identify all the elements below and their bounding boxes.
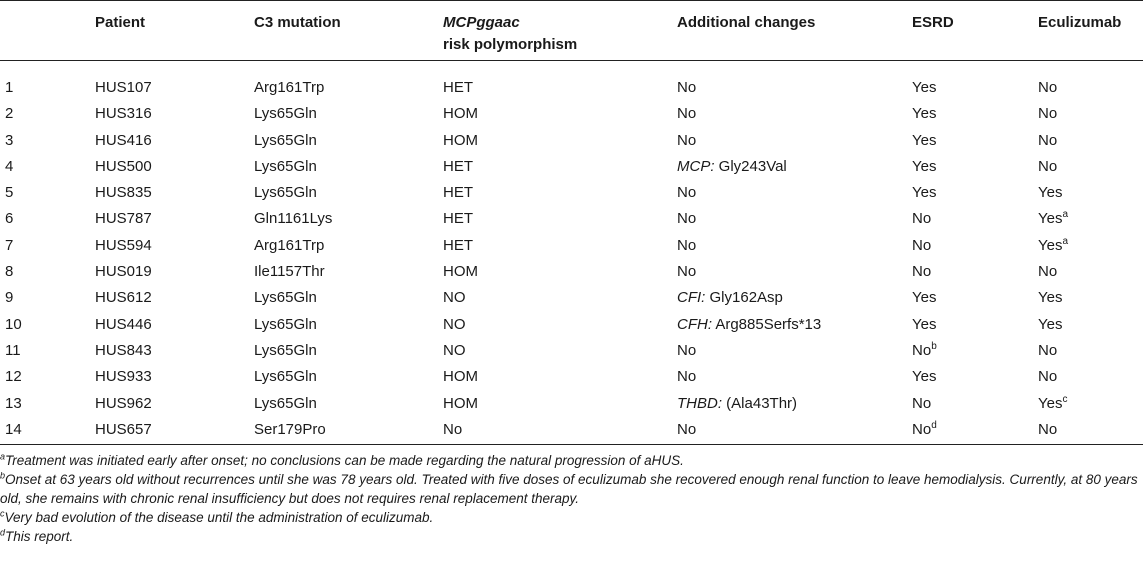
cell-mcp-polymorphism-value: HET — [443, 184, 473, 202]
cell-additional-changes — [677, 285, 783, 311]
cell-patient-value: HUS107 — [95, 79, 152, 96]
cell-esrd-value: No — [912, 341, 932, 359]
cell-additional-changes — [677, 101, 696, 127]
cell-esrd-value: No — [912, 210, 932, 228]
cell-c3-mutation — [254, 154, 317, 180]
cell-mcp-polymorphism — [443, 364, 478, 390]
cell-number — [5, 128, 13, 154]
cell-c3-mutation — [254, 338, 317, 364]
table-bottom-rule — [0, 444, 1143, 445]
cell-eculizumab-value: No — [1038, 368, 1058, 386]
cell-mcp-polymorphism-value: NO — [443, 289, 466, 307]
cell-number — [5, 259, 13, 285]
cell-eculizumab — [1038, 312, 1062, 338]
footnote-mark: c — [0, 508, 5, 519]
cell-number-value: 7 — [5, 236, 14, 254]
cell-eculizumab — [1038, 180, 1062, 206]
cell-number — [5, 233, 13, 259]
cell-c3-mutation — [254, 364, 317, 390]
cell-number — [5, 312, 22, 338]
cell-number-value: 1 — [5, 79, 14, 96]
cell-patient-value: HUS843 — [95, 341, 152, 359]
footnote-marker: a — [1062, 235, 1069, 247]
cell-patient-value: HUS019 — [95, 263, 152, 281]
cell-additional-changes-value: No — [677, 131, 697, 149]
cell-c3-mutation — [254, 101, 317, 127]
table-row — [0, 417, 1143, 443]
cell-esrd — [912, 259, 931, 285]
cell-patient — [95, 417, 152, 443]
cell-number — [5, 285, 13, 311]
cell-eculizumab-value: Yes — [1038, 184, 1063, 202]
table-row — [0, 75, 1143, 101]
cell-patient-value: HUS416 — [95, 131, 152, 149]
cell-number — [5, 154, 13, 180]
cell-number — [5, 338, 21, 364]
table-header — [0, 0, 1143, 61]
cell-patient — [95, 285, 152, 311]
cell-patient — [95, 75, 152, 101]
cell-eculizumab-value: Yes — [1038, 236, 1063, 254]
cell-c3-mutation-value: Lys65Gln — [254, 394, 317, 412]
cell-number-value: 2 — [5, 105, 14, 123]
cell-number-value: 9 — [5, 289, 14, 307]
table-footnotes — [0, 451, 1143, 546]
cell-additional-changes-value: (Ala43Thr) — [726, 394, 798, 412]
cell-additional-changes — [677, 338, 696, 364]
gene-label: MCP: — [677, 157, 715, 175]
cell-additional-changes — [677, 364, 696, 390]
cell-c3-mutation-value: Arg161Trp — [254, 236, 325, 254]
cell-eculizumab-value: No — [1038, 420, 1058, 438]
cell-patient-value: HUS657 — [95, 420, 152, 438]
cell-esrd — [912, 338, 937, 364]
cell-mcp-polymorphism-value: HOM — [443, 131, 478, 149]
cell-mcp-polymorphism-value: HOM — [443, 368, 478, 386]
footnote-mark: d — [0, 527, 6, 538]
footnote — [0, 451, 1143, 470]
cell-number-value: 12 — [5, 368, 22, 386]
cell-number — [5, 391, 22, 417]
cell-additional-changes — [677, 233, 696, 259]
cell-esrd-value: No — [912, 236, 932, 254]
cell-mcp-polymorphism — [443, 259, 478, 285]
cell-eculizumab-value: No — [1038, 263, 1058, 281]
cell-mcp-polymorphism — [443, 128, 478, 154]
cell-additional-changes-value: No — [677, 105, 697, 123]
cell-eculizumab — [1038, 417, 1057, 443]
cell-c3-mutation — [254, 285, 317, 311]
cell-eculizumab — [1038, 75, 1057, 101]
cell-mcp-polymorphism — [443, 206, 473, 232]
header-c3-mutation: C3 mutation — [254, 14, 341, 31]
cell-number-value: 6 — [5, 210, 14, 228]
cell-eculizumab-value: Yes — [1038, 210, 1063, 228]
cell-mcp-polymorphism — [443, 391, 478, 417]
cell-additional-changes-value: No — [677, 236, 697, 254]
cell-additional-changes — [677, 180, 696, 206]
cell-patient-value: HUS962 — [95, 394, 152, 412]
cell-additional-changes-value: No — [677, 420, 697, 438]
cell-eculizumab — [1038, 338, 1057, 364]
cell-c3-mutation — [254, 417, 326, 443]
cell-additional-changes — [677, 154, 787, 180]
cell-mcp-polymorphism — [443, 180, 473, 206]
cell-number-value: 8 — [5, 263, 14, 281]
cell-mcp-polymorphism-value: NO — [443, 315, 466, 333]
footnote-marker: b — [931, 340, 937, 352]
table-body — [0, 75, 1143, 443]
cell-eculizumab-value: Yes — [1038, 289, 1063, 307]
cell-esrd-value: Yes — [912, 368, 937, 386]
cell-esrd-value: Yes — [912, 184, 937, 202]
cell-c3-mutation-value: Ser179Pro — [254, 420, 326, 438]
cell-c3-mutation-value: Lys65Gln — [254, 157, 317, 175]
gene-label: CFH: — [677, 315, 712, 333]
cell-patient-value: HUS500 — [95, 157, 152, 175]
header-additional-changes: Additional changes — [677, 14, 816, 31]
gene-label: THBD: — [677, 394, 722, 412]
cell-mcp-polymorphism — [443, 75, 473, 101]
cell-additional-changes-value: Gly243Val — [718, 157, 787, 175]
cell-additional-changes-value: No — [677, 341, 697, 359]
cell-esrd — [912, 312, 936, 338]
footnote-marker: c — [1062, 393, 1068, 405]
footnote-text: Treatment was initiated early after onset; no conclusions can be made regarding the natural progression of aHUS. — [5, 453, 684, 468]
cell-additional-changes — [677, 206, 696, 232]
cell-number-value: 14 — [5, 420, 22, 438]
cell-patient — [95, 101, 152, 127]
cell-number-value: 4 — [5, 157, 14, 175]
cell-mcp-polymorphism-value: HOM — [443, 394, 478, 412]
cell-c3-mutation-value: Lys65Gln — [254, 184, 317, 202]
cell-mcp-polymorphism-value: HOM — [443, 105, 478, 123]
cell-patient — [95, 364, 152, 390]
cell-esrd — [912, 154, 936, 180]
cell-mcp-polymorphism-value: HET — [443, 236, 473, 254]
footnote-text: Onset at 63 years old without recurrences until she was 78 years old. Treated with five doses of eculizumab she recovered enough renal function to leave hemodialysis. Currently, at 80 years old, she remains with chronic renal insufficiency but does not requires renal replacement therapy. — [0, 472, 1138, 506]
cell-mcp-polymorphism — [443, 101, 478, 127]
header-esrd: ESRD — [912, 14, 954, 31]
cell-mcp-polymorphism — [443, 338, 466, 364]
cell-additional-changes — [677, 417, 696, 443]
cell-number-value: 3 — [5, 131, 14, 149]
cell-patient — [95, 391, 152, 417]
cell-c3-mutation-value: Ile1157Thr — [254, 263, 325, 281]
footnote-marker: a — [1062, 209, 1069, 221]
cell-c3-mutation-value: Gln1161Lys — [254, 210, 333, 228]
table-row — [0, 391, 1143, 417]
cell-eculizumab — [1038, 154, 1057, 180]
cell-additional-changes — [677, 391, 797, 417]
cell-eculizumab-value: No — [1038, 341, 1058, 359]
table-row — [0, 154, 1143, 180]
footnote — [0, 508, 1143, 527]
cell-c3-mutation-value: Lys65Gln — [254, 131, 317, 149]
cell-mcp-polymorphism — [443, 154, 473, 180]
cell-esrd-value: Yes — [912, 105, 937, 123]
table-row — [0, 338, 1143, 364]
cell-number — [5, 101, 13, 127]
cell-c3-mutation-value: Lys65Gln — [254, 289, 317, 307]
cell-patient-value: HUS787 — [95, 210, 152, 228]
cell-patient-value: HUS835 — [95, 184, 152, 202]
cell-eculizumab-value: No — [1038, 157, 1058, 175]
cell-additional-changes-value: No — [677, 184, 697, 202]
cell-patient-value: HUS933 — [95, 368, 152, 386]
cell-c3-mutation — [254, 128, 317, 154]
table-row — [0, 364, 1143, 390]
cell-eculizumab — [1038, 233, 1068, 259]
cell-additional-changes-value: No — [677, 368, 697, 386]
cell-patient — [95, 206, 152, 232]
gene-label: CFI: — [677, 289, 706, 307]
cell-number-value: 10 — [5, 315, 22, 333]
cell-esrd-value: Yes — [912, 289, 937, 307]
cell-eculizumab — [1038, 364, 1057, 390]
cell-patient-value: HUS316 — [95, 105, 152, 123]
cell-mcp-polymorphism — [443, 233, 473, 259]
cell-number — [5, 364, 22, 390]
cell-number-value: 11 — [5, 341, 21, 359]
cell-patient — [95, 259, 152, 285]
table-row — [0, 128, 1143, 154]
cell-c3-mutation — [254, 259, 325, 285]
cell-number-value: 13 — [5, 394, 22, 412]
cell-esrd — [912, 180, 936, 206]
cell-patient — [95, 312, 152, 338]
cell-c3-mutation — [254, 75, 324, 101]
table-row — [0, 180, 1143, 206]
cell-esrd-value: Yes — [912, 315, 937, 333]
cell-number-value: 5 — [5, 184, 14, 202]
table-row — [0, 259, 1143, 285]
cell-esrd — [912, 285, 936, 311]
cell-number — [5, 417, 22, 443]
cell-mcp-polymorphism-value: HET — [443, 210, 473, 228]
cell-mcp-polymorphism-value: HET — [443, 157, 473, 175]
cell-mcp-polymorphism — [443, 417, 462, 443]
cell-c3-mutation — [254, 180, 317, 206]
cell-mcp-polymorphism — [443, 285, 466, 311]
cell-patient-value: HUS612 — [95, 289, 152, 307]
cell-mcp-polymorphism-value: NO — [443, 341, 466, 359]
cell-c3-mutation-value: Lys65Gln — [254, 315, 317, 333]
cell-eculizumab-value: No — [1038, 131, 1058, 149]
cell-esrd-value: Yes — [912, 131, 937, 149]
cell-c3-mutation-value: Arg161Trp — [254, 79, 325, 96]
cell-additional-changes — [677, 312, 821, 338]
cell-c3-mutation-value: Lys65Gln — [254, 105, 317, 123]
cell-eculizumab-value: Yes — [1038, 315, 1063, 333]
footnote — [0, 527, 1143, 546]
cell-esrd-value: No — [912, 394, 932, 412]
header-mcp-italic: MCPggaac — [443, 14, 520, 31]
table-row — [0, 312, 1143, 338]
cell-esrd — [912, 75, 936, 101]
cell-eculizumab — [1038, 101, 1057, 127]
cell-additional-changes-value: Gly162Asp — [709, 289, 783, 307]
cell-number — [5, 75, 13, 101]
cell-mcp-polymorphism-value: HET — [443, 79, 473, 96]
cell-c3-mutation — [254, 233, 324, 259]
cell-number — [5, 180, 13, 206]
cell-eculizumab — [1038, 391, 1067, 417]
cell-patient-value: HUS446 — [95, 315, 152, 333]
cell-esrd — [912, 101, 936, 127]
cell-additional-changes-value: Arg885Serfs*13 — [715, 315, 822, 333]
cell-patient — [95, 338, 152, 364]
cell-esrd — [912, 391, 931, 417]
cell-additional-changes-value: No — [677, 210, 697, 228]
header-mcp-rest: risk polymorphism — [443, 36, 578, 53]
cell-esrd — [912, 233, 931, 259]
cell-c3-mutation-value: Lys65Gln — [254, 368, 317, 386]
table-row — [0, 206, 1143, 232]
footnote-text: Very bad evolution of the disease until the administration of eculizumab. — [4, 510, 434, 525]
cell-patient — [95, 128, 152, 154]
cell-number — [5, 206, 13, 232]
cell-eculizumab — [1038, 285, 1062, 311]
cell-esrd-value: Yes — [912, 79, 937, 96]
cell-c3-mutation-value: Lys65Gln — [254, 341, 317, 359]
cell-additional-changes — [677, 259, 696, 285]
footnote — [0, 470, 1143, 508]
cell-esrd — [912, 128, 936, 154]
cell-patient — [95, 233, 152, 259]
cell-eculizumab — [1038, 128, 1057, 154]
table-row — [0, 285, 1143, 311]
cell-additional-changes — [677, 128, 696, 154]
cell-esrd — [912, 364, 936, 390]
cell-esrd — [912, 417, 937, 443]
table-row — [0, 101, 1143, 127]
cell-patient-value: HUS594 — [95, 236, 152, 254]
cell-eculizumab-value: No — [1038, 105, 1058, 123]
table-row — [0, 233, 1143, 259]
footnote-mark: b — [0, 470, 6, 481]
cell-patient — [95, 180, 152, 206]
cell-esrd — [912, 206, 931, 232]
footnote-mark: a — [0, 451, 6, 462]
header-mcp-risk-polymorphism — [443, 12, 577, 56]
cell-mcp-polymorphism — [443, 312, 466, 338]
cell-patient — [95, 154, 152, 180]
cell-eculizumab-value: Yes — [1038, 394, 1063, 412]
cell-c3-mutation — [254, 312, 317, 338]
cell-c3-mutation — [254, 391, 317, 417]
cell-esrd-value: Yes — [912, 157, 937, 175]
header-eculizumab: Eculizumab — [1038, 14, 1122, 31]
cell-eculizumab-value: No — [1038, 79, 1058, 96]
cell-mcp-polymorphism-value: No — [443, 420, 463, 438]
cell-additional-changes-value: No — [677, 79, 697, 96]
cell-mcp-polymorphism-value: HOM — [443, 263, 478, 281]
cell-additional-changes — [677, 75, 696, 101]
footnote-text: This report. — [5, 529, 74, 544]
header-patient: Patient — [95, 14, 146, 31]
cell-c3-mutation — [254, 206, 332, 232]
footnote-marker: d — [931, 419, 937, 431]
cell-eculizumab — [1038, 206, 1068, 232]
cell-eculizumab — [1038, 259, 1057, 285]
cell-additional-changes-value: No — [677, 263, 697, 281]
cell-esrd-value: No — [912, 263, 932, 281]
cell-esrd-value: No — [912, 420, 932, 438]
